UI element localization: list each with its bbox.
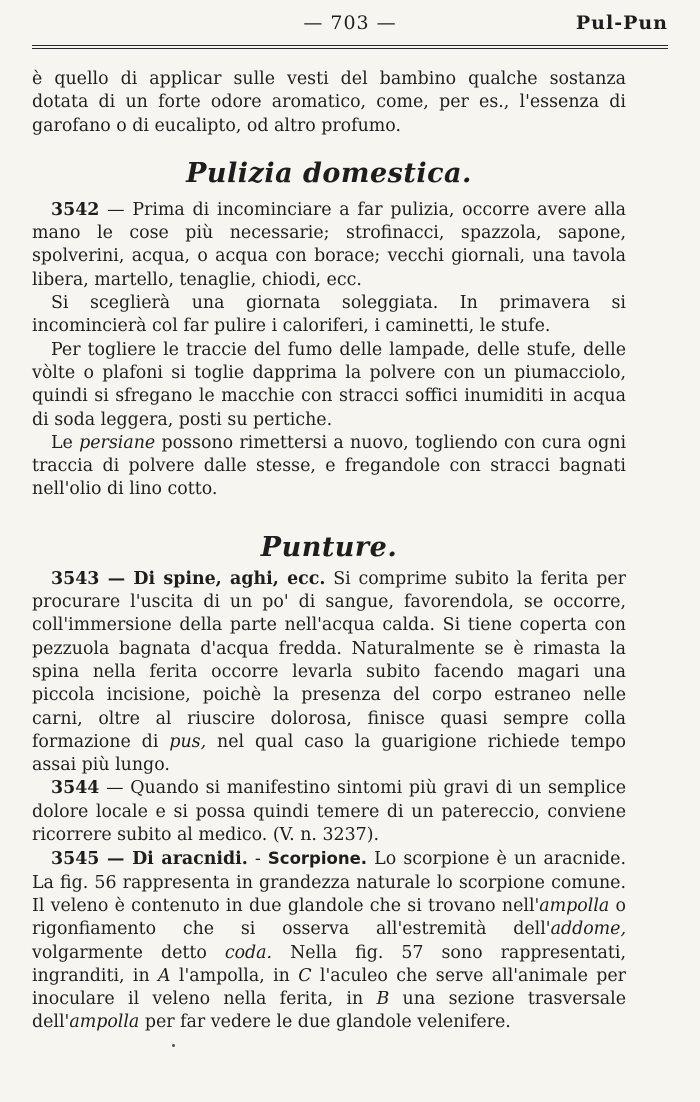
entry-number: 3544 (51, 778, 100, 799)
continued-paragraph: è quello di applicar sulle vesti del bambino qualche sostanza dotata di un forte odore aromatico, come, per es., l'essenza di garofano o di eucalipto, od altro profumo. (32, 69, 626, 136)
italic-term: C (298, 965, 312, 986)
italic-term: coda. (224, 942, 273, 963)
text-run: Le (51, 432, 80, 453)
paragraph-persiane (32, 432, 626, 502)
italic-term: B (376, 989, 390, 1010)
text-run: per far vedere le due glandole velenifere. (139, 1012, 511, 1033)
text-run: Nella fig. 57 sono rappresentati, ingranditi, in (32, 942, 626, 986)
text-run: l'ampolla, in (170, 965, 299, 986)
page-number: — 703 — (303, 12, 397, 34)
italic-term: ampolla (69, 1012, 140, 1033)
paragraph: Si sceglierà una giornata soleggiata. In primavera si incomincierà col far pulire i caloriferi, i caminetti, le stufe. (32, 293, 626, 337)
italic-term: addome, (550, 919, 626, 940)
entry-heading: 3545 — Di aracnidi. (51, 849, 248, 870)
text-run: possono rimettersi a nuovo, togliendo con cura ogni traccia di polvere dalle stesse, e fregandole con stracci bagnati nell'olio di lino cotto. (32, 432, 626, 500)
text-run: volgarmente detto (32, 942, 225, 963)
header-rule (32, 45, 668, 49)
ink-speck (172, 1044, 175, 1047)
section-title-pulizia: Pulizia domestica. (186, 157, 472, 189)
italic-term: ampolla (539, 895, 610, 916)
italic-term: persiane (79, 432, 156, 453)
section-title-punture: Punture. (260, 531, 398, 563)
italic-term: pus, (169, 731, 207, 752)
subheading-scorpione: Scorpione. (267, 849, 368, 869)
text-run: o rigonfiamento che si osserva all'estremità dell' (32, 895, 626, 940)
paragraph-3542 (32, 199, 626, 292)
running-head: Pul-Pun (575, 12, 668, 34)
page-header (32, 0, 668, 44)
text-run: Si comprime subito la ferita per procurare l'uscita di un po' di sangue, favorendola, se occorre, coll'immersione della parte nell'acqua calda. Si tiene coperta con pezzuola bagnata d'acqua fredda. Naturalmente se è rimasta la spina nella ferita occorre levarla subito facendo magari una piccola incisione, poichè la presenza del corpo estraneo nelle carni, oltre al riuscire dolorosa, finisce quasi sempre colla formazione di (32, 568, 626, 752)
paragraph-3545 (32, 847, 626, 1034)
text-run: una sezione trasversale dell' (32, 989, 626, 1033)
paragraph: Per togliere le traccie del fumo delle lampade, delle stufe, delle vòlte o plafoni si toglie dapprima la polvere con un piumacciolo, quindi si sfregano le macchie con stracci soffici inumiditi in acqua di soda leggera, posti su pertiche. (32, 339, 626, 430)
entry-number: 3542 (51, 199, 100, 220)
page-body (32, 68, 626, 1035)
paragraph-text: — Quando si manifestino sintomi più gravi di un semplice dolore locale e si possa quindi temere di un patereccio, conviene ricorrere subito al medico. (V. n. 3237). (32, 778, 626, 846)
text-run: l'aculeo che serve all'animale per inoculare il veleno nella ferita, in (32, 965, 626, 1010)
text-run: nel qual caso la guarigione richiede tempo assai più lungo. (32, 731, 626, 776)
text-run: - (247, 849, 268, 870)
paragraph-text: — Prima di incominciare a far pulizia, occorre avere alla mano le cose più necessarie; strofinacci, spazzola, sapone, spolverini, acqua, o acqua con borace; vecchi giornali, una tavola libera, martello, tenaglie, chiodi, ecc. (32, 199, 626, 290)
text-run: Lo scorpione è un aracnide. La fig. 56 rappresenta in grandezza naturale lo scorpione comune. Il veleno è contenuto in due glandole che si trovano nell' (32, 849, 626, 916)
paragraph-3544 (32, 777, 626, 847)
italic-term: A (158, 965, 171, 986)
entry-heading: 3543 — Di spine, aghi, ecc. (51, 568, 326, 589)
paragraph-3543 (32, 568, 626, 778)
